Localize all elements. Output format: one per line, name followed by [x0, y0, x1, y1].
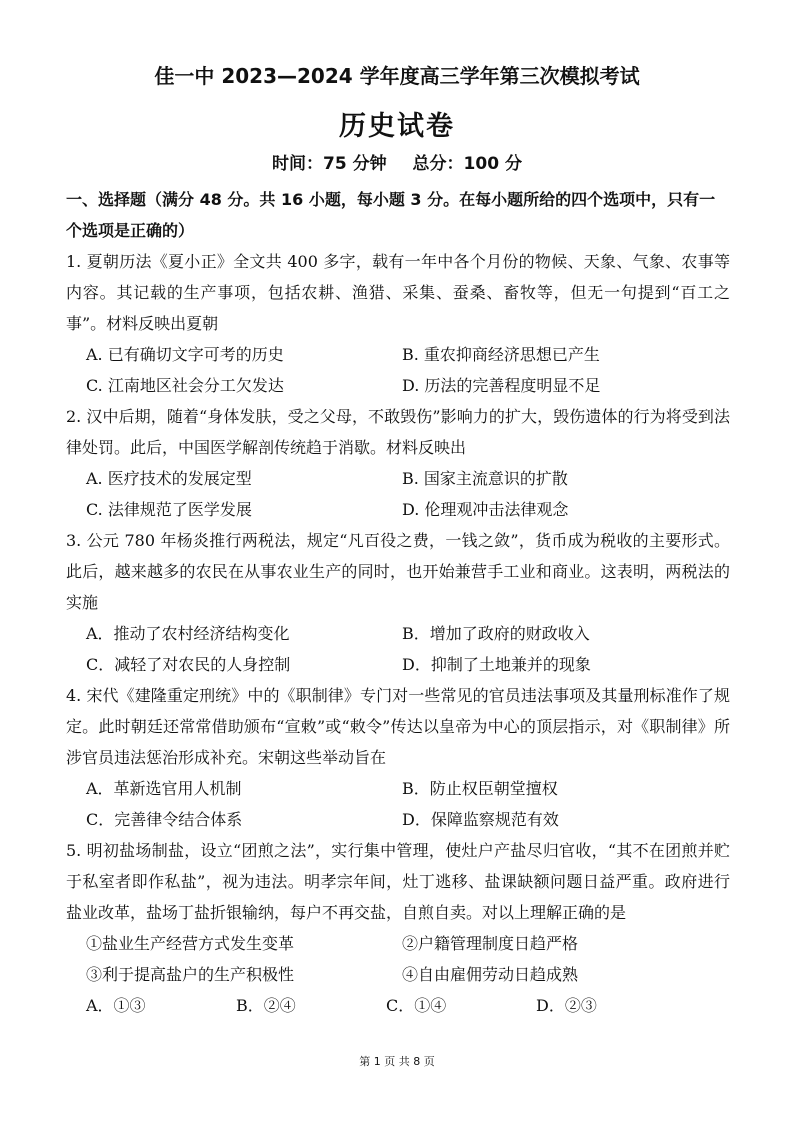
statement-1: ①盐业生产经营方式发生变革 — [86, 934, 295, 953]
option-b: B. 国家主流意识的扩散 — [402, 469, 568, 488]
option-a: A. 已有确切文字可考的历史 — [86, 345, 284, 364]
statement-4: ④自由雇佣劳动日趋成熟 — [402, 965, 579, 984]
option-c: C. 江南地区社会分工欠发达 — [86, 376, 284, 395]
option-c: C．完善律令结合体系 — [86, 810, 243, 829]
exam-time: 时间：75 分钟 — [272, 154, 387, 174]
question-1 — [66, 246, 730, 401]
statement-2: ②户籍管理制度日趋严格 — [402, 934, 579, 953]
question-5 — [66, 835, 730, 1021]
option-c: C．减轻了对农民的人身控制 — [86, 655, 291, 674]
time-score-line — [0, 149, 794, 174]
exam-title: 佳一中 2023—2024 学年度高三学年第三次模拟考试 — [154, 64, 640, 88]
question-options — [66, 618, 730, 680]
question-options — [66, 339, 730, 401]
question-stem: 2. 汉中后期，随着“身体发肤，受之父母，不敢毁伤”影响力的扩大，毁伤遗体的行为将受到法律处罚。此后，中国医学解剖传统趋于消歇。材料反映出 — [66, 407, 730, 457]
statement-3: ③利于提高盐户的生产积极性 — [86, 965, 295, 984]
question-3 — [66, 525, 730, 680]
option-b: B．②④ — [236, 996, 296, 1015]
option-d: D. 历法的完善程度明显不足 — [402, 376, 601, 395]
question-statements — [66, 928, 730, 990]
option-d: D．保障监察规范有效 — [402, 810, 559, 829]
question-options — [66, 463, 730, 525]
subject-title: 历史试卷 — [339, 111, 455, 142]
page-number: 第 1 页 共 8 页 — [359, 1055, 435, 1068]
exam-total-score: 总分：100 分 — [412, 154, 522, 174]
option-a: A．①③ — [86, 996, 146, 1015]
option-c: C. 法律规范了医学发展 — [86, 500, 252, 519]
question-stem: 3. 公元 780 年杨炎推行两税法，规定“凡百役之费，一钱之敛”，货币成为税收的主要形式。此后，越来越多的农民在从事农业生产的同时，也开始兼营手工业和商业。这表明，两税法的实施 — [66, 531, 730, 612]
option-a: A. 医疗技术的发展定型 — [86, 469, 252, 488]
option-b: B. 重农抑商经济思想已产生 — [402, 345, 600, 364]
option-a: A．推动了农村经济结构变化 — [86, 624, 290, 643]
question-stem: 5. 明初盐场制盐，设立“团煎之法”，实行集中管理，使灶户产盐尽归官收，“其不在团煎并贮于私室者即作私盐”，视为违法。明孝宗年间，灶丁逃移、盐课缺额问题日益严重。政府进行盐业改革，盐场丁盐折银输纳，每户不再交盐，自煎自卖。对以上理解正确的是 — [66, 841, 730, 922]
question-options — [66, 773, 730, 835]
question-2 — [66, 401, 730, 525]
option-d: D．②③ — [536, 996, 597, 1015]
option-a: A．革新选官用人机制 — [86, 779, 242, 798]
section-heading: 一、选择题（满分 48 分。共 16 小题，每小题 3 分。在每小题所给的四个选项中，只有一个选项是正确的） — [66, 190, 716, 240]
question-4 — [66, 680, 730, 835]
question-stem: 1. 夏朝历法《夏小正》全文共 400 多字，载有一年中各个月份的物候、天象、气象、农事等内容。其记载的生产事项，包括农耕、渔猎、采集、蚕桑、畜牧等，但无一句提到“百工之事”。材料反映出夏朝 — [66, 252, 730, 333]
option-b: B．防止权臣朝堂擅权 — [402, 779, 558, 798]
option-d: D．抑制了土地兼并的现象 — [402, 655, 591, 674]
option-c: C．①④ — [386, 996, 447, 1015]
option-d: D. 伦理观冲击法律观念 — [402, 500, 569, 519]
question-options — [66, 990, 730, 1021]
exam-content — [66, 184, 730, 1021]
option-b: B．增加了政府的财政收入 — [402, 624, 590, 643]
question-stem: 4. 宋代《建隆重定刑统》中的《职制律》专门对一些常见的官员违法事项及其量刑标准作了规定。此时朝廷还常常借助颁布“宣敕”或“敕令”传达以皇帝为中心的顶层指示，对《职制律》所涉官员违法惩治形成补充。宋朝这些举动旨在 — [66, 686, 730, 767]
